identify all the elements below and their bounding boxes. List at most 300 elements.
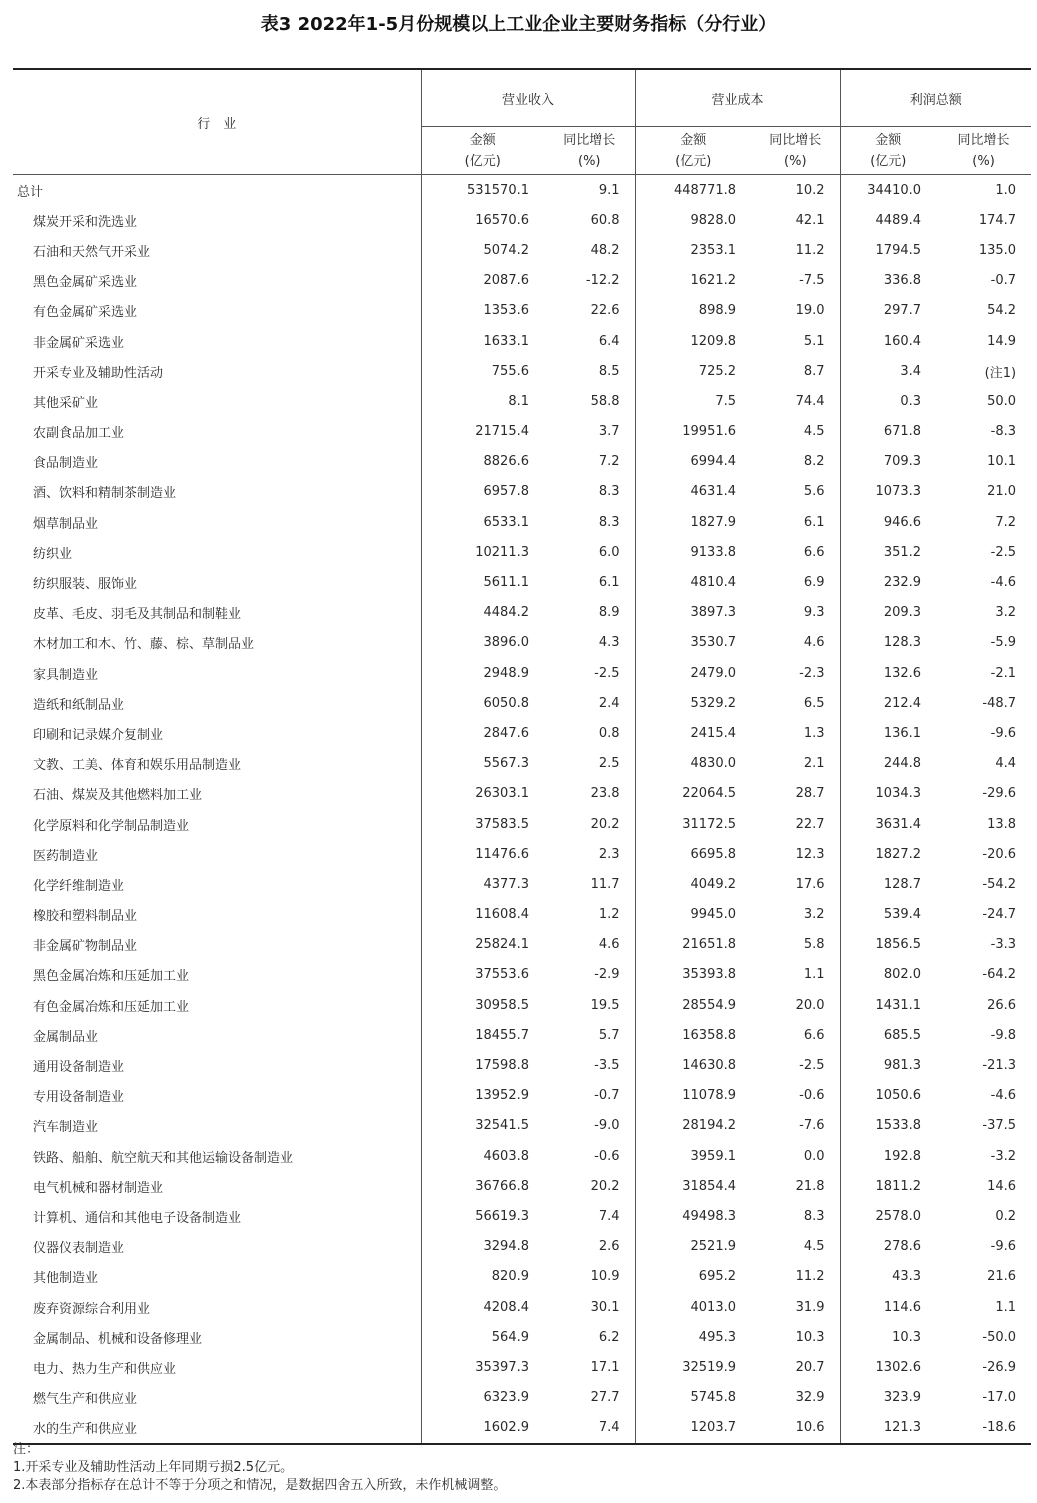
profit-growth-cell: -4.6 bbox=[990, 1088, 1017, 1104]
cost-growth-cell: 1.3 bbox=[751, 718, 840, 748]
industry-name-cell: 黑色金属冶炼和压延加工业 bbox=[13, 960, 421, 990]
revenue-amount-cell: 3294.8 bbox=[483, 1239, 529, 1255]
profit-growth-cell: -5.9 bbox=[990, 635, 1017, 651]
revenue-growth-cell: -9.0 bbox=[544, 1111, 635, 1141]
cost-growth-cell: 17.6 bbox=[751, 869, 840, 899]
revenue-growth-cell: 6.2 bbox=[544, 1322, 635, 1352]
revenue-amount-cell: 10211.3 bbox=[475, 544, 529, 560]
table-row bbox=[13, 930, 1031, 960]
revenue-amount-cell: 820.9 bbox=[491, 1269, 529, 1285]
footnote-1: 1.开采专业及辅助性活动上年同期亏损2.5亿元。 bbox=[13, 1460, 294, 1475]
profit-amount-cell: 1073.3 bbox=[875, 484, 922, 500]
cost-amount-cell: 22064.5 bbox=[682, 786, 737, 802]
profit-growth-cell: 14.9 bbox=[987, 333, 1017, 349]
cost-growth-cell: 42.1 bbox=[751, 205, 840, 235]
industry-name-cell: 废弃资源综合利用业 bbox=[13, 1292, 421, 1322]
revenue-amount-cell: 2948.9 bbox=[483, 665, 529, 681]
profit-growth-cell: 4.4 bbox=[995, 756, 1017, 772]
industry-name-cell: 非金属矿采选业 bbox=[13, 326, 421, 356]
cost-growth-cell: 6.1 bbox=[751, 507, 840, 537]
profit-amount-cell: 802.0 bbox=[883, 967, 922, 983]
industry-name-cell: 非金属矿物制品业 bbox=[13, 930, 421, 960]
revenue-growth-cell: 8.5 bbox=[544, 356, 635, 386]
profit-growth-cell: -20.6 bbox=[982, 846, 1017, 862]
industry-name-cell: 石油和天然气开采业 bbox=[13, 235, 421, 265]
profit-amount-cell: 43.3 bbox=[892, 1269, 922, 1285]
industry-name-cell: 黑色金属矿采选业 bbox=[13, 266, 421, 296]
industry-name-cell: 电力、热力生产和供应业 bbox=[13, 1352, 421, 1382]
profit-amount-cell: 1533.8 bbox=[875, 1118, 922, 1134]
cost-growth-cell: 8.2 bbox=[751, 447, 840, 477]
revenue-amount-cell: 1633.1 bbox=[483, 333, 529, 349]
profit-growth-header: 同比增长 (%) bbox=[936, 127, 1031, 175]
cost-amount-cell: 4830.0 bbox=[690, 756, 737, 772]
industry-name-cell: 铁路、船舶、航空航天和其他运输设备制造业 bbox=[13, 1141, 421, 1171]
revenue-growth-cell: 2.3 bbox=[544, 839, 635, 869]
revenue-growth-cell: 6.1 bbox=[544, 567, 635, 597]
table-row bbox=[13, 507, 1031, 537]
profit-amount-cell: 297.7 bbox=[883, 303, 922, 319]
table-row bbox=[13, 1262, 1031, 1292]
industry-name-cell: 文教、工美、体育和娱乐用品制造业 bbox=[13, 749, 421, 779]
industry-name-cell: 燃气生产和供应业 bbox=[13, 1383, 421, 1413]
industry-name-cell: 有色金属矿采选业 bbox=[13, 296, 421, 326]
profit-amount-cell: 209.3 bbox=[883, 605, 922, 621]
table-row bbox=[13, 266, 1031, 296]
cost-amount-cell: 7.5 bbox=[715, 393, 737, 409]
revenue-growth-cell: 2.6 bbox=[544, 1232, 635, 1262]
revenue-growth-cell: -0.6 bbox=[544, 1141, 635, 1171]
revenue-amount-cell: 18455.7 bbox=[475, 1027, 529, 1043]
cost-growth-cell: 5.8 bbox=[751, 930, 840, 960]
cost-amount-cell: 2353.1 bbox=[690, 242, 737, 258]
cost-amount-cell: 4049.2 bbox=[690, 876, 737, 892]
profit-amount-cell: 4489.4 bbox=[875, 212, 922, 228]
profit-growth-cell: -2.1 bbox=[990, 665, 1017, 681]
cost-growth-cell: 5.6 bbox=[751, 477, 840, 507]
industry-name-cell: 总计 bbox=[13, 175, 421, 206]
footnote-label: 注： bbox=[13, 1442, 40, 1457]
table-row bbox=[13, 1232, 1031, 1262]
revenue-growth-cell: 27.7 bbox=[544, 1383, 635, 1413]
profit-amount-cell: 212.4 bbox=[883, 695, 922, 711]
profit-amount-header: 金额 (亿元) bbox=[840, 127, 936, 175]
cost-amount-cell: 16358.8 bbox=[682, 1027, 737, 1043]
industry-name-cell: 专用设备制造业 bbox=[13, 1081, 421, 1111]
industry-name-cell: 化学原料和化学制品制造业 bbox=[13, 809, 421, 839]
revenue-amount-cell: 56619.3 bbox=[475, 1208, 529, 1224]
table-row bbox=[13, 1322, 1031, 1352]
cost-amount-cell: 5329.2 bbox=[690, 695, 737, 711]
cost-growth-cell: 11.2 bbox=[751, 235, 840, 265]
profit-growth-cell: 54.2 bbox=[987, 303, 1017, 319]
industry-name-cell: 计算机、通信和其他电子设备制造业 bbox=[13, 1201, 421, 1231]
profit-amount-cell: 3631.4 bbox=[875, 816, 922, 832]
cost-amount-cell: 9828.0 bbox=[690, 212, 737, 228]
revenue-growth-cell: 7.4 bbox=[544, 1413, 635, 1444]
revenue-growth-cell: -2.9 bbox=[544, 960, 635, 990]
profit-amount-cell: 192.8 bbox=[883, 1148, 922, 1164]
profit-growth-cell: -0.7 bbox=[990, 273, 1017, 289]
cost-growth-cell: 20.0 bbox=[751, 990, 840, 1020]
footnote-2: 2.本表部分指标存在总计不等于分项之和情况，是数据四舍五入所致，未作机械调整。 bbox=[13, 1478, 507, 1493]
revenue-growth-cell: -2.5 bbox=[544, 658, 635, 688]
industry-name-cell: 化学纤维制造业 bbox=[13, 869, 421, 899]
profit-growth-cell: -9.6 bbox=[990, 1239, 1017, 1255]
profit-growth-cell: -17.0 bbox=[982, 1390, 1017, 1406]
revenue-amount-cell: 755.6 bbox=[491, 363, 529, 379]
table-row bbox=[13, 567, 1031, 597]
table-row bbox=[13, 1352, 1031, 1382]
table-row bbox=[13, 779, 1031, 809]
cost-amount-cell: 31854.4 bbox=[682, 1178, 737, 1194]
revenue-amount-cell: 4484.2 bbox=[483, 605, 529, 621]
cost-amount-cell: 6695.8 bbox=[690, 846, 737, 862]
revenue-amount-cell: 4603.8 bbox=[483, 1148, 529, 1164]
revenue-growth-cell: 11.7 bbox=[544, 869, 635, 899]
profit-amount-cell: 160.4 bbox=[883, 333, 922, 349]
revenue-amount-cell: 16570.6 bbox=[475, 212, 529, 228]
table-row bbox=[13, 1050, 1031, 1080]
cost-amount-cell: 9945.0 bbox=[690, 907, 737, 923]
cost-header: 营业成本 bbox=[635, 69, 840, 127]
table-row bbox=[13, 990, 1031, 1020]
revenue-amount-cell: 4377.3 bbox=[483, 876, 529, 892]
table-row bbox=[13, 537, 1031, 567]
revenue-amount-cell: 1602.9 bbox=[421, 1413, 544, 1444]
industry-name-cell: 家具制造业 bbox=[13, 658, 421, 688]
cost-growth-cell: 1.1 bbox=[751, 960, 840, 990]
revenue-amount-cell: 35397.3 bbox=[475, 1359, 529, 1375]
profit-growth-cell: -3.2 bbox=[990, 1148, 1017, 1164]
revenue-amount-cell: 32541.5 bbox=[475, 1118, 529, 1134]
industry-name-cell: 仪器仪表制造业 bbox=[13, 1232, 421, 1262]
cost-growth-cell: 31.9 bbox=[751, 1292, 840, 1322]
profit-amount-cell: 121.3 bbox=[840, 1413, 936, 1444]
table-row bbox=[13, 1141, 1031, 1171]
industry-name-cell: 木材加工和木、竹、藤、棕、草制品业 bbox=[13, 628, 421, 658]
industry-name-cell: 通用设备制造业 bbox=[13, 1050, 421, 1080]
table-row bbox=[13, 447, 1031, 477]
cost-growth-cell: 8.3 bbox=[751, 1201, 840, 1231]
cost-amount-cell: 28194.2 bbox=[682, 1118, 737, 1134]
cost-amount-cell: 4013.0 bbox=[690, 1299, 737, 1315]
cost-growth-cell: 22.7 bbox=[751, 809, 840, 839]
revenue-growth-cell: 5.7 bbox=[544, 1020, 635, 1050]
cost-amount-cell: 495.3 bbox=[698, 1329, 737, 1345]
cost-growth-cell: 4.5 bbox=[751, 1232, 840, 1262]
revenue-growth-cell: 6.4 bbox=[544, 326, 635, 356]
profit-growth-cell: 135.0 bbox=[978, 242, 1017, 258]
profit-growth-cell: 1.0 bbox=[995, 182, 1017, 198]
profit-amount-cell: 1856.5 bbox=[875, 937, 922, 953]
profit-amount-cell: 539.4 bbox=[883, 907, 922, 923]
cost-growth-cell: 28.7 bbox=[751, 779, 840, 809]
cost-amount-cell: 21651.8 bbox=[682, 937, 737, 953]
cost-amount-cell: 1209.8 bbox=[690, 333, 737, 349]
table-row bbox=[13, 809, 1031, 839]
cost-amount-cell: 1203.7 bbox=[635, 1413, 751, 1444]
revenue-growth-cell: -3.5 bbox=[544, 1050, 635, 1080]
table-row bbox=[13, 839, 1031, 869]
table-row bbox=[13, 235, 1031, 265]
revenue-amount-cell: 30958.5 bbox=[475, 997, 529, 1013]
revenue-amount-cell: 531570.1 bbox=[466, 182, 529, 198]
table-row bbox=[13, 1383, 1031, 1413]
cost-growth-cell: 12.3 bbox=[751, 839, 840, 869]
profit-amount-cell: 132.6 bbox=[883, 665, 922, 681]
table-row bbox=[13, 749, 1031, 779]
revenue-amount-cell: 5567.3 bbox=[483, 756, 529, 772]
industry-name-cell: 有色金属冶炼和压延加工业 bbox=[13, 990, 421, 1020]
cost-amount-cell: 11078.9 bbox=[682, 1088, 737, 1104]
table-title: 表3 2022年1-5月份规模以上工业企业主要财务指标（分行业） bbox=[260, 14, 777, 35]
revenue-amount-cell: 21715.4 bbox=[475, 424, 529, 440]
industry-name-cell: 纺织服装、服饰业 bbox=[13, 567, 421, 597]
industry-name-cell: 其他采矿业 bbox=[13, 386, 421, 416]
profit-growth-cell: -48.7 bbox=[982, 695, 1017, 711]
profit-growth-cell: -24.7 bbox=[982, 907, 1017, 923]
profit-growth-cell: -21.3 bbox=[982, 1058, 1017, 1074]
cost-amount-cell: 28554.9 bbox=[682, 997, 737, 1013]
cost-growth-header: 同比增长 (%) bbox=[751, 127, 840, 175]
industry-header: 行 业 bbox=[13, 69, 421, 175]
table-row bbox=[13, 869, 1031, 899]
revenue-amount-cell: 37553.6 bbox=[475, 967, 529, 983]
profit-growth-cell: -2.5 bbox=[990, 544, 1017, 560]
profit-growth-cell: -29.6 bbox=[982, 786, 1017, 802]
table-row bbox=[13, 477, 1031, 507]
profit-amount-cell: 1827.2 bbox=[875, 846, 922, 862]
revenue-growth-header: 同比增长 (%) bbox=[544, 127, 635, 175]
profit-growth-cell: 21.0 bbox=[987, 484, 1017, 500]
cost-amount-header: 金额 (亿元) bbox=[635, 127, 751, 175]
industry-name-cell: 食品制造业 bbox=[13, 447, 421, 477]
cost-amount-cell: 5745.8 bbox=[690, 1390, 737, 1406]
profit-amount-cell: 981.3 bbox=[883, 1058, 922, 1074]
table-row bbox=[13, 1111, 1031, 1141]
profit-growth-cell: 13.8 bbox=[987, 816, 1017, 832]
revenue-amount-cell: 2087.6 bbox=[483, 273, 529, 289]
table-row bbox=[13, 1201, 1031, 1231]
profit-amount-cell: 278.6 bbox=[883, 1239, 922, 1255]
cost-growth-cell: 20.7 bbox=[751, 1352, 840, 1382]
revenue-amount-cell: 11476.6 bbox=[475, 846, 529, 862]
cost-growth-cell: -0.6 bbox=[751, 1081, 840, 1111]
industry-name-cell: 纺织业 bbox=[13, 537, 421, 567]
revenue-growth-cell: 10.9 bbox=[544, 1262, 635, 1292]
profit-amount-cell: 136.1 bbox=[883, 725, 922, 741]
profit-amount-cell: 671.8 bbox=[883, 424, 922, 440]
industry-name-cell: 金属制品业 bbox=[13, 1020, 421, 1050]
table-row bbox=[13, 900, 1031, 930]
cost-amount-cell: 3897.3 bbox=[690, 605, 737, 621]
profit-growth-cell: -64.2 bbox=[982, 967, 1017, 983]
cost-growth-cell: 8.7 bbox=[751, 356, 840, 386]
revenue-amount-cell: 13952.9 bbox=[475, 1088, 529, 1104]
profit-amount-cell: 1794.5 bbox=[875, 242, 922, 258]
industry-name-cell: 其他制造业 bbox=[13, 1262, 421, 1292]
cost-growth-cell: -7.5 bbox=[751, 266, 840, 296]
revenue-growth-cell: 19.5 bbox=[544, 990, 635, 1020]
financial-indicators-table bbox=[13, 68, 1031, 1445]
cost-growth-cell: 21.8 bbox=[751, 1171, 840, 1201]
profit-amount-cell: 3.4 bbox=[900, 363, 922, 379]
profit-amount-cell: 1811.2 bbox=[875, 1178, 922, 1194]
revenue-growth-cell: 48.2 bbox=[544, 235, 635, 265]
cost-growth-cell: 0.0 bbox=[751, 1141, 840, 1171]
revenue-growth-cell: 6.0 bbox=[544, 537, 635, 567]
cost-growth-cell: -2.3 bbox=[751, 658, 840, 688]
industry-name-cell: 造纸和纸制品业 bbox=[13, 688, 421, 718]
profit-amount-cell: 1034.3 bbox=[875, 786, 922, 802]
profit-amount-cell: 1431.1 bbox=[875, 997, 922, 1013]
revenue-amount-header: 金额 (亿元) bbox=[421, 127, 544, 175]
revenue-amount-cell: 8826.6 bbox=[483, 454, 529, 470]
table-row bbox=[13, 1020, 1031, 1050]
footnotes bbox=[13, 1441, 506, 1495]
profit-growth-cell: 21.6 bbox=[987, 1269, 1017, 1285]
profit-growth-cell: 174.7 bbox=[978, 212, 1017, 228]
profit-amount-cell: 685.5 bbox=[883, 1027, 922, 1043]
profit-growth-cell: -9.8 bbox=[990, 1027, 1017, 1043]
revenue-growth-cell: 3.7 bbox=[544, 417, 635, 447]
profit-growth-cell: -9.6 bbox=[990, 725, 1017, 741]
profit-growth-cell: 26.6 bbox=[987, 997, 1017, 1013]
revenue-amount-cell: 6323.9 bbox=[483, 1390, 529, 1406]
profit-amount-cell: 351.2 bbox=[883, 544, 922, 560]
profit-header: 利润总额 bbox=[840, 69, 1031, 127]
cost-growth-cell: 4.6 bbox=[751, 628, 840, 658]
profit-growth-cell: -37.5 bbox=[982, 1118, 1017, 1134]
revenue-amount-cell: 11608.4 bbox=[475, 907, 529, 923]
cost-amount-cell: 4631.4 bbox=[690, 484, 737, 500]
revenue-amount-cell: 37583.5 bbox=[475, 816, 529, 832]
industry-name-cell: 烟草制品业 bbox=[13, 507, 421, 537]
cost-growth-cell: -7.6 bbox=[751, 1111, 840, 1141]
cost-growth-cell: 6.5 bbox=[751, 688, 840, 718]
revenue-amount-cell: 6050.8 bbox=[483, 695, 529, 711]
revenue-growth-cell: 2.4 bbox=[544, 688, 635, 718]
table-row bbox=[13, 296, 1031, 326]
table-row bbox=[13, 960, 1031, 990]
table-row bbox=[13, 205, 1031, 235]
cost-growth-cell: 19.0 bbox=[751, 296, 840, 326]
cost-amount-cell: 32519.9 bbox=[682, 1359, 737, 1375]
cost-amount-cell: 49498.3 bbox=[682, 1208, 737, 1224]
revenue-amount-cell: 2847.6 bbox=[483, 725, 529, 741]
industry-name-cell: 印刷和记录媒介复制业 bbox=[13, 718, 421, 748]
table-row bbox=[13, 628, 1031, 658]
profit-growth-cell: (注1) bbox=[984, 365, 1017, 381]
revenue-header: 营业收入 bbox=[421, 69, 635, 127]
cost-amount-cell: 9133.8 bbox=[690, 544, 737, 560]
cost-amount-cell: 14630.8 bbox=[682, 1058, 737, 1074]
cost-growth-cell: 6.6 bbox=[751, 537, 840, 567]
table-row bbox=[13, 688, 1031, 718]
cost-growth-cell: 4.5 bbox=[751, 417, 840, 447]
cost-growth-cell: 6.9 bbox=[751, 567, 840, 597]
revenue-growth-cell: 8.3 bbox=[544, 477, 635, 507]
table-row bbox=[13, 658, 1031, 688]
profit-growth-cell: 1.1 bbox=[995, 1299, 1017, 1315]
cost-growth-cell: 10.2 bbox=[751, 175, 840, 206]
cost-growth-cell: 2.1 bbox=[751, 749, 840, 779]
profit-growth-cell: 50.0 bbox=[987, 393, 1017, 409]
cost-growth-cell: 5.1 bbox=[751, 326, 840, 356]
revenue-growth-cell: 7.2 bbox=[544, 447, 635, 477]
profit-amount-cell: 946.6 bbox=[883, 514, 922, 530]
revenue-growth-cell: 4.6 bbox=[544, 930, 635, 960]
profit-amount-cell: 232.9 bbox=[883, 575, 922, 591]
revenue-amount-cell: 5611.1 bbox=[483, 575, 529, 591]
cost-amount-cell: 898.9 bbox=[698, 303, 737, 319]
cost-amount-cell: 1621.2 bbox=[690, 273, 737, 289]
cost-growth-cell: 6.6 bbox=[751, 1020, 840, 1050]
profit-amount-cell: 0.3 bbox=[900, 393, 922, 409]
industry-name-cell: 石油、煤炭及其他燃料加工业 bbox=[13, 779, 421, 809]
revenue-growth-cell: 58.8 bbox=[544, 386, 635, 416]
table-row bbox=[13, 1081, 1031, 1111]
industry-name-cell: 医药制造业 bbox=[13, 839, 421, 869]
profit-amount-cell: 1050.6 bbox=[875, 1088, 922, 1104]
revenue-amount-cell: 564.9 bbox=[491, 1329, 529, 1345]
profit-amount-cell: 10.3 bbox=[892, 1329, 922, 1345]
table-row bbox=[13, 326, 1031, 356]
cost-growth-cell: 10.6 bbox=[751, 1413, 840, 1444]
profit-growth-cell: -18.6 bbox=[936, 1413, 1031, 1444]
revenue-growth-cell: 0.8 bbox=[544, 718, 635, 748]
profit-growth-cell: -4.6 bbox=[990, 575, 1017, 591]
revenue-growth-cell: 8.9 bbox=[544, 598, 635, 628]
revenue-growth-cell: 23.8 bbox=[544, 779, 635, 809]
industry-name-cell: 煤炭开采和洗选业 bbox=[13, 205, 421, 235]
table-row bbox=[13, 417, 1031, 447]
table-body bbox=[13, 175, 1031, 1444]
profit-growth-cell: 10.1 bbox=[987, 454, 1017, 470]
table-row bbox=[13, 598, 1031, 628]
industry-name-cell: 皮革、毛皮、羽毛及其制品和制鞋业 bbox=[13, 598, 421, 628]
revenue-growth-cell: 7.4 bbox=[544, 1201, 635, 1231]
revenue-growth-cell: 4.3 bbox=[544, 628, 635, 658]
cost-growth-cell: 32.9 bbox=[751, 1383, 840, 1413]
revenue-growth-cell: 20.2 bbox=[544, 809, 635, 839]
industry-name-cell: 酒、饮料和精制茶制造业 bbox=[13, 477, 421, 507]
cost-growth-cell: 3.2 bbox=[751, 900, 840, 930]
profit-growth-cell: -8.3 bbox=[990, 424, 1017, 440]
cost-amount-cell: 3959.1 bbox=[690, 1148, 737, 1164]
cost-amount-cell: 1827.9 bbox=[690, 514, 737, 530]
cost-growth-cell: 10.3 bbox=[751, 1322, 840, 1352]
profit-amount-cell: 128.7 bbox=[883, 876, 922, 892]
revenue-growth-cell: -12.2 bbox=[544, 266, 635, 296]
profit-growth-cell: 0.2 bbox=[995, 1208, 1017, 1224]
cost-growth-cell: 74.4 bbox=[751, 386, 840, 416]
profit-amount-cell: 2578.0 bbox=[875, 1208, 922, 1224]
cost-amount-cell: 695.2 bbox=[698, 1269, 737, 1285]
revenue-amount-cell: 4208.4 bbox=[483, 1299, 529, 1315]
revenue-amount-cell: 17598.8 bbox=[475, 1058, 529, 1074]
revenue-amount-cell: 6533.1 bbox=[483, 514, 529, 530]
profit-amount-cell: 244.8 bbox=[883, 756, 922, 772]
profit-amount-cell: 128.3 bbox=[883, 635, 922, 651]
revenue-growth-cell: 1.2 bbox=[544, 900, 635, 930]
cost-amount-cell: 448771.8 bbox=[673, 182, 737, 198]
cost-amount-cell: 19951.6 bbox=[682, 424, 737, 440]
table-row bbox=[13, 175, 1031, 206]
table-row bbox=[13, 718, 1031, 748]
industry-name-cell: 金属制品、机械和设备修理业 bbox=[13, 1322, 421, 1352]
